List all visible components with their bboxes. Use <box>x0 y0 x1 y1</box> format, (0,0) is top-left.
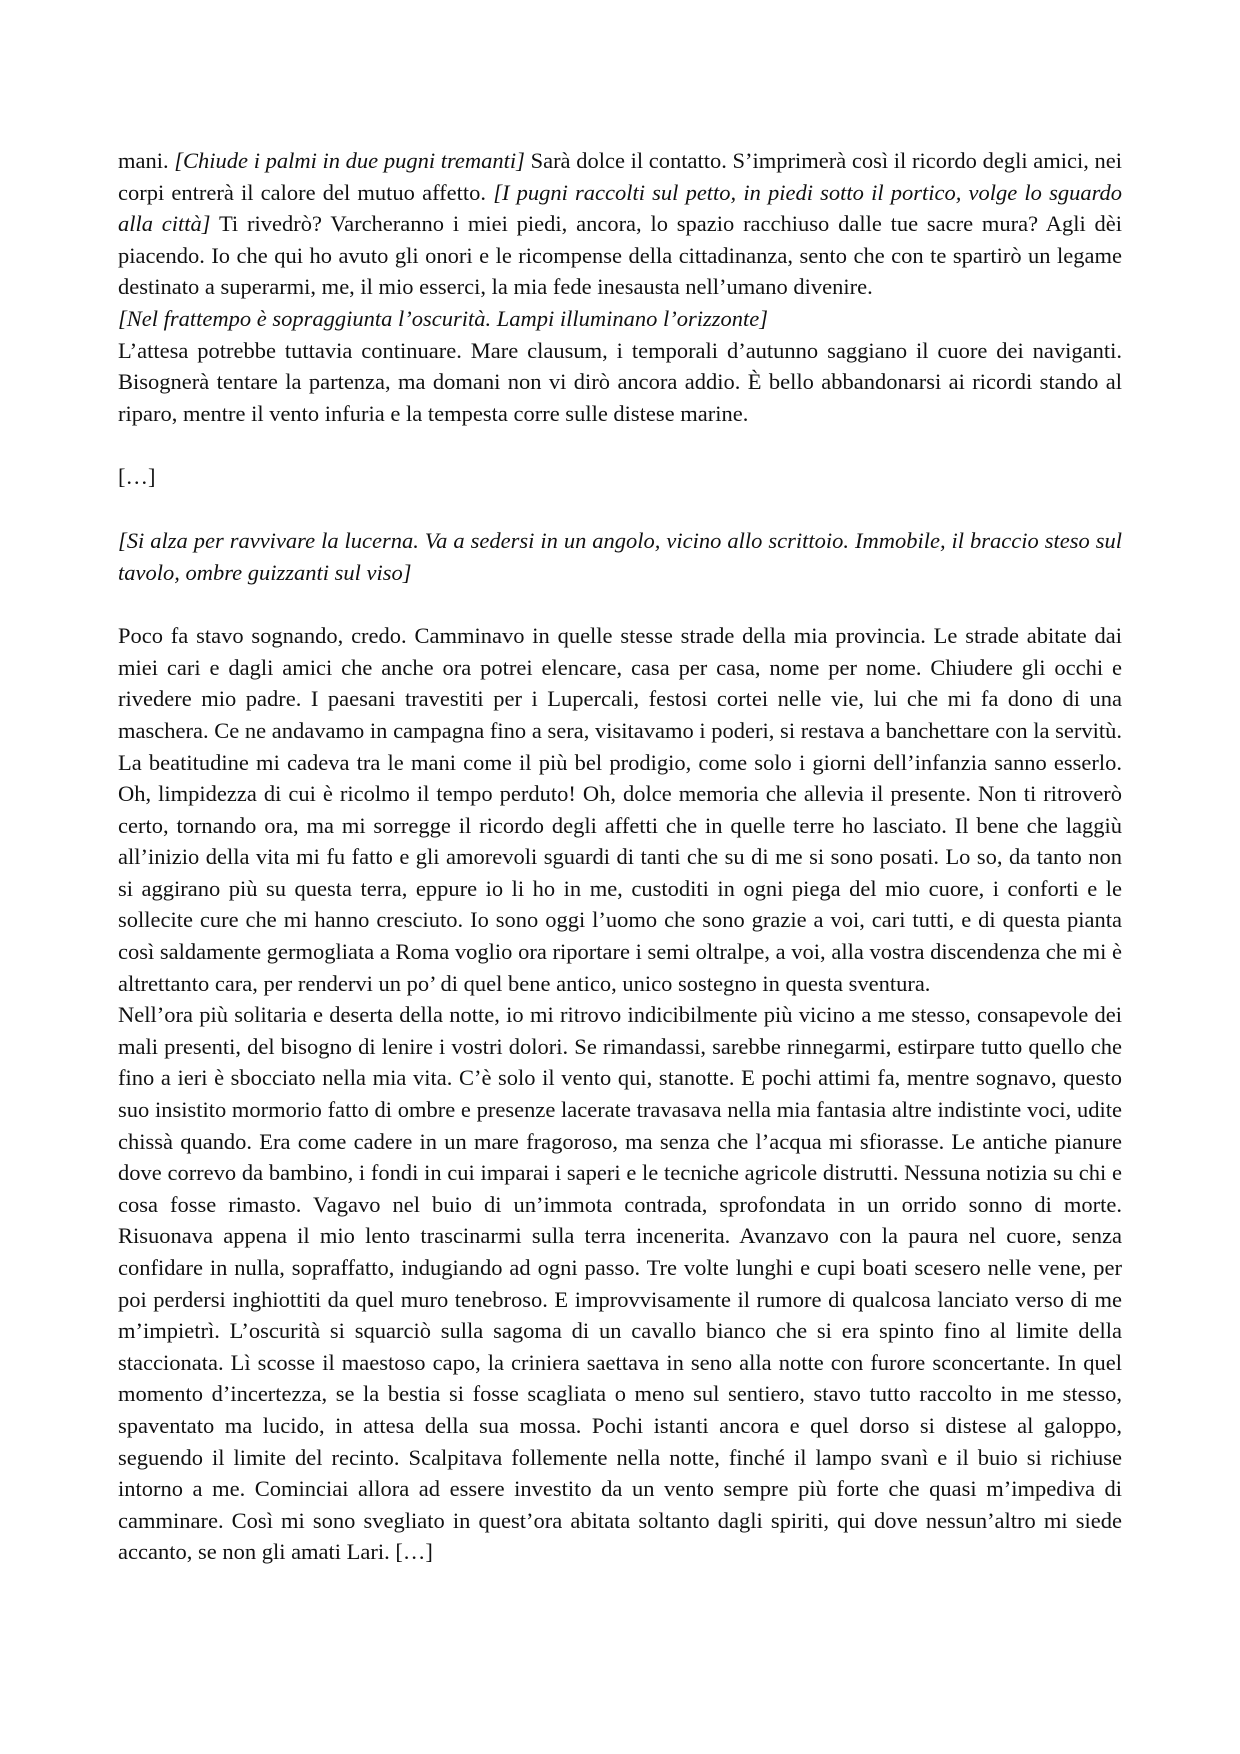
ellipsis-marker: […] <box>118 464 156 490</box>
spacer <box>118 429 1122 461</box>
paragraph-dream: Poco fa stavo sognando, credo. Camminavo in quelle stesse strade della mia provincia. Le strade abitate dai miei cari e dagli amici che anche ora potrei elencare, casa per casa, nome per nome. Chiudere gli occhi e rivedere mio padre. I paesani travestiti per i Lupercali, festosi cortei nelle vie, lui che mi fa dono di una maschera. Ce ne andavamo in campagna fino a sera, visitavamo i poderi, si restava a banchettare con la servitù. La beatitudine mi cadeva tra le mani come il più bel prodigio, come solo i giorni dell’infanzia sanno esserlo. Oh, limpidezza di cui è ricolmo il tempo perduto! Oh, dolce memoria che allevia il presente. Non ti ritroverò certo, tornando ora, ma mi sorregge il ricordo degli affetti che in quelle terre ho lasciato. Il bene che laggiù all’inizio della vita mi fu fatto e gli amorevoli sguardi di tanti che su di me si sono posati. Lo so, da tanto non si aggirano più su questa terra, eppure io li ho in me, custoditi in ogni piega del mio cuore, i conforti e le sollecite cure che mi hanno cresciuto. Io sono oggi l’uomo che sono grazie a voi, cari tutti, e di questa pianta così saldamente germogliata a Roma voglio ora riportare i semi oltralpe, a voi, alla vostra discendenza che mi è altrettanto cara, per rendervi un po’ di quel bene antico, unico sostegno in questa sventura. <box>118 623 1122 996</box>
text: Ti rivedrò? Varcheranno i miei piedi, ancora, lo spazio racchiuso dalle tue sacre mura? Agli dèi piacendo. Io che qui ho avuto gli onori e le ricompense della cittadinanza, sento che con te spartirò un legame destinato a superarmi, me, il mio esserci, la mia fede inesausta nell’umano divenire. <box>118 211 1122 300</box>
stage-direction-darkness: [Nel frattempo è sopraggiunta l’oscurità. Lampi illuminano l’orizzonte] <box>118 305 769 331</box>
paragraph-night: Nell’ora più solitaria e deserta della notte, io mi ritrovo indicibilmente più vicino a me stesso, consapevole dei mali presenti, del bisogno di lenire i vostri dolori. Se rimandassi, sarebbe rinnegarmi, estirpare tutto quello che fino a ieri è sbocciato nella mia vita. C’è solo il vento qui, stanotte. E pochi attimi fa, mentre sognavo, questo suo insistito mormorio fatto di ombre e presenze lacerate travasava nella mia fantasia altre indistinte voci, udite chissà quando. Era come cadere in un mare fragoroso, ma senza che l’acqua mi sfiorasse. Le antiche pianure dove correvo da bambino, i fondi in cui imparai i saperi e le tecniche agricole distrutti. Nessuna notizia su chi e cosa fosse rimasto. Vagavo nel buio di un’immota contrada, sprofondata in un orrido sonno di morte. Risuonava appena il mio lento trascinarmi sulla terra incenerita. Avanzavo con la paura nel cuore, senza confidare in nulla, sopraffatto, indugiando ad ogni passo. Tre volte lunghi e cupi boati scesero nelle vene, per poi perdersi inghiottiti da quel muro tenebroso. E improvvisamente il rumore di qualcosa lanciato verso di me m’impietrì. L’oscurità si squarciò sulla sagoma di un cavallo bianco che si era spinto fino al limite della staccionata. Lì scosse il maestoso capo, la criniera saettava in seno alla notte con furore sconcertante. In quel momento d’incertezza, se la bestia si fosse scagliata o meno sul sentiero, stavo tutto raccolto in me stesso, spaventato ma lucido, in attesa della sua mossa. Pochi istanti ancora e quel dorso si distese al galoppo, seguendo il limite del recinto. Scalpitava follemente nella notte, finché il lampo svanì e il buio si richiuse intorno a me. Cominciai allora ad essere investito da un vento sempre più forte che quasi m’impediva di camminare. Così mi sono svegliato in quest’ora abitata soltanto dagli spiriti, qui dove nessun’altro mi siede accanto, se non gli amati Lari. […] <box>118 1002 1122 1565</box>
paragraph-opening <box>118 145 1122 303</box>
stage-direction: [I pugni raccolti sul petto, in piedi sotto il portico, volge lo sguardo alla città] <box>118 179 1122 237</box>
paragraph-waiting: L’attesa potrebbe tuttavia continuare. Mare clausum, i temporali d’autunno saggiano il cuore dei naviganti. Bisognerà tentare la partenza, ma domani non vi dirò ancora addio. È bello abbandonarsi ai ricordi stando al riparo, mentre il vento infuria e la tempesta corre sulle distese marine. <box>118 337 1122 426</box>
spacer <box>118 588 1122 620</box>
stage-direction: [Chiude i palmi in due pugni tremanti] <box>174 148 525 173</box>
text: mani. <box>118 148 175 173</box>
text: Sarà dolce il contatto. S’imprimerà così il ricordo degli amici, nei corpi entrerà il calore del mutuo affetto. <box>118 148 1122 205</box>
document-page <box>118 145 1122 1568</box>
stage-direction-lamp: [Si alza per ravvivare la lucerna. Va a sedersi in un angolo, vicino allo scrittoio. Immobile, il braccio steso sul tavolo, ombre guizzanti sul viso] <box>118 527 1122 585</box>
spacer <box>118 493 1122 525</box>
